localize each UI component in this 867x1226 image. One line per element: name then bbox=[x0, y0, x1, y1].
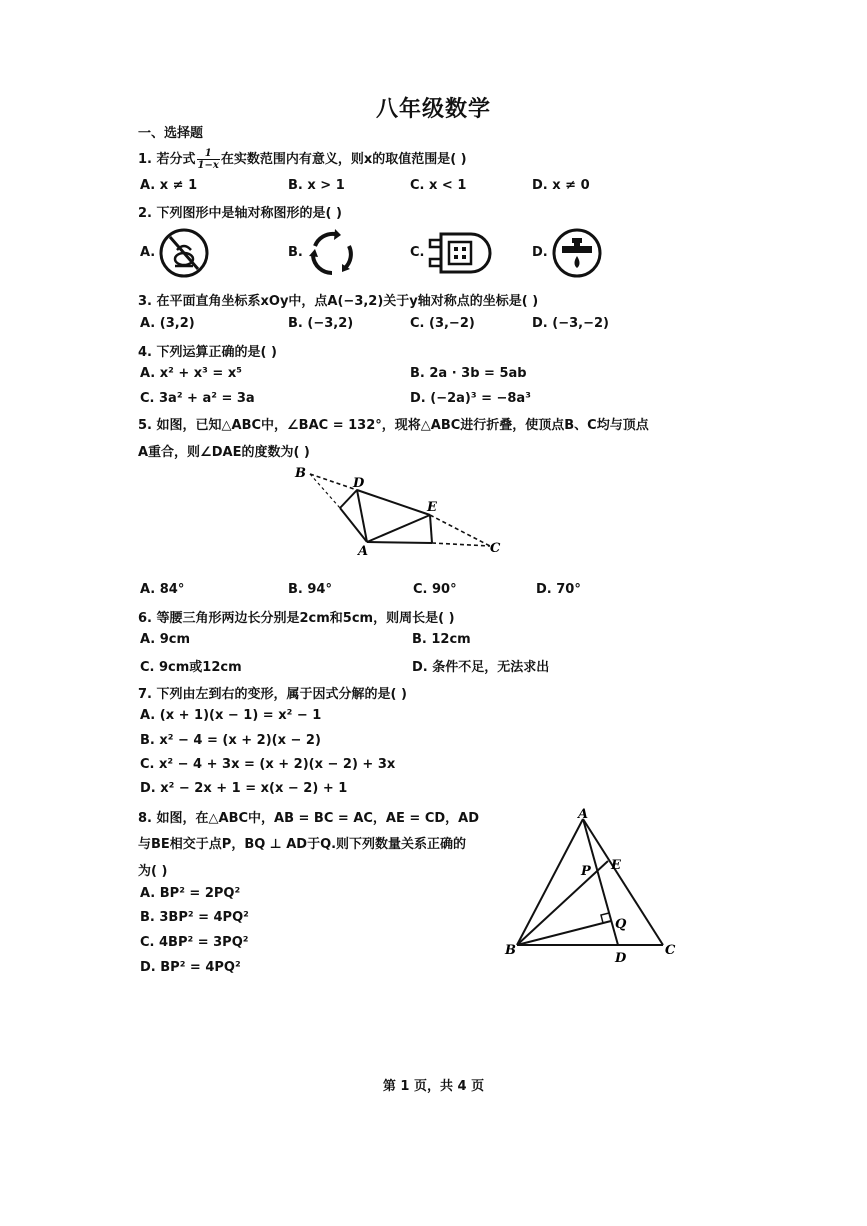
figure-label-c: C bbox=[490, 541, 501, 556]
question-8-option-d[interactable]: D. BP² = 4PQ² bbox=[140, 960, 241, 975]
question-5-triangle-figure bbox=[285, 462, 515, 562]
question-4-option-c[interactable]: C. 3a² + a² = 3a bbox=[140, 391, 255, 406]
question-2-option-d-label[interactable]: D. bbox=[532, 245, 548, 260]
question-4-stem: 4. 下列运算正确的是( ) bbox=[138, 345, 277, 360]
question-2-option-c-label[interactable]: C. bbox=[410, 245, 425, 260]
question-6-option-d[interactable]: D. 条件不足，无法求出 bbox=[412, 660, 550, 675]
question-6-stem: 6. 等腰三角形两边长分别是2cm和5cm，则周长是( ) bbox=[138, 611, 455, 626]
figure-label-p: P bbox=[581, 864, 591, 879]
fraction-numerator: 1 bbox=[197, 148, 220, 160]
question-7-option-d[interactable]: D. x² − 2x + 1 = x(x − 2) + 1 bbox=[140, 781, 348, 796]
figure-label-c: C bbox=[665, 943, 676, 958]
question-8-option-c[interactable]: C. 4BP² = 3PQ² bbox=[140, 935, 249, 950]
question-8-triangle-figure bbox=[495, 805, 695, 970]
figure-label-e: E bbox=[427, 500, 437, 515]
question-5-option-d[interactable]: D. 70° bbox=[536, 582, 581, 597]
page-title: 八年级数学 bbox=[375, 97, 491, 122]
question-1-stem-end: 在实数范围内有意义，则x的取值范围是( ) bbox=[220, 152, 467, 167]
question-4-option-d[interactable]: D. (−2a)³ = −8a³ bbox=[410, 391, 531, 406]
figure-label-d: D bbox=[615, 951, 627, 966]
question-1-option-c[interactable]: C. x < 1 bbox=[410, 178, 467, 193]
recycle-icon bbox=[305, 226, 359, 280]
figure-label-b: B bbox=[505, 943, 516, 958]
question-5-stem-line1: 5. 如图，已知△ABC中，∠BAC = 132°，现将△ABC进行折叠，使顶点B、C均与顶点 bbox=[138, 418, 649, 433]
question-5-option-c[interactable]: C. 90° bbox=[413, 582, 457, 597]
question-3-stem: 3. 在平面直角坐标系xOy中，点A(−3,2)关于y轴对称点的坐标是( ) bbox=[138, 294, 539, 309]
question-2-option-b-label[interactable]: B. bbox=[288, 245, 303, 260]
question-8-stem-line1: 8. 如图，在△ABC中，AB = BC = AC，AE = CD，AD bbox=[138, 811, 479, 826]
water-tap-icon bbox=[550, 226, 604, 280]
question-7-option-c[interactable]: C. x² − 4 + 3x = (x + 2)(x − 2) + 3x bbox=[140, 757, 396, 772]
question-2-stem: 2. 下列图形中是轴对称图形的是( ) bbox=[138, 206, 342, 221]
question-1-option-a[interactable]: A. x ≠ 1 bbox=[140, 178, 198, 193]
question-8-stem-line2: 与BE相交于点P，BQ ⊥ AD于Q.则下列数量关系正确的 bbox=[138, 837, 467, 852]
question-4-option-a[interactable]: A. x² + x³ = x⁵ bbox=[140, 366, 242, 381]
fraction bbox=[197, 148, 220, 171]
question-5-option-b[interactable]: B. 94° bbox=[288, 582, 332, 597]
question-1-option-d[interactable]: D. x ≠ 0 bbox=[532, 178, 590, 193]
figure-label-a: A bbox=[578, 807, 589, 822]
question-3-option-c[interactable]: C. (3,−2) bbox=[410, 316, 475, 331]
figure-label-q: Q bbox=[615, 917, 627, 932]
question-6-option-b[interactable]: B. 12cm bbox=[412, 632, 471, 647]
question-3-option-a[interactable]: A. (3,2) bbox=[140, 316, 195, 331]
question-3-option-b[interactable]: B. (−3,2) bbox=[288, 316, 354, 331]
figure-label-b: B bbox=[295, 466, 306, 481]
question-5-option-a[interactable]: A. 84° bbox=[140, 582, 185, 597]
question-1-stem bbox=[138, 148, 467, 171]
page-footer: 第 1 页，共 4 页 bbox=[382, 1079, 485, 1094]
question-6-option-a[interactable]: A. 9cm bbox=[140, 632, 191, 647]
question-1-stem-start: 1. 若分式 bbox=[138, 152, 196, 167]
question-8-option-a[interactable]: A. BP² = 2PQ² bbox=[140, 886, 241, 901]
question-8-option-b[interactable]: B. 3BP² = 4PQ² bbox=[140, 910, 249, 925]
section-heading: 一、选择题 bbox=[138, 126, 204, 141]
question-8-stem-line3: 为( ) bbox=[138, 864, 168, 879]
question-5-stem-line2: A重合，则∠DAE的度数为( ) bbox=[138, 445, 310, 460]
no-symbol-icon bbox=[157, 226, 211, 280]
question-7-stem: 7. 下列由左到右的变形，属于因式分解的是( ) bbox=[138, 687, 407, 702]
figure-label-e: E bbox=[611, 858, 621, 873]
figure-label-a: A bbox=[358, 544, 369, 559]
question-2-option-a-label[interactable]: A. bbox=[140, 245, 156, 260]
plug-icon bbox=[427, 228, 495, 278]
question-7-option-a[interactable]: A. (x + 1)(x − 1) = x² − 1 bbox=[140, 708, 322, 723]
figure-label-d: D bbox=[353, 476, 365, 491]
question-4-option-b[interactable]: B. 2a · 3b = 5ab bbox=[410, 366, 527, 381]
question-3-option-d[interactable]: D. (−3,−2) bbox=[532, 316, 609, 331]
question-7-option-b[interactable]: B. x² − 4 = (x + 2)(x − 2) bbox=[140, 733, 321, 748]
fraction-denominator: 1−x bbox=[197, 160, 219, 171]
question-6-option-c[interactable]: C. 9cm或12cm bbox=[140, 660, 242, 675]
question-1-option-b[interactable]: B. x > 1 bbox=[288, 178, 345, 193]
